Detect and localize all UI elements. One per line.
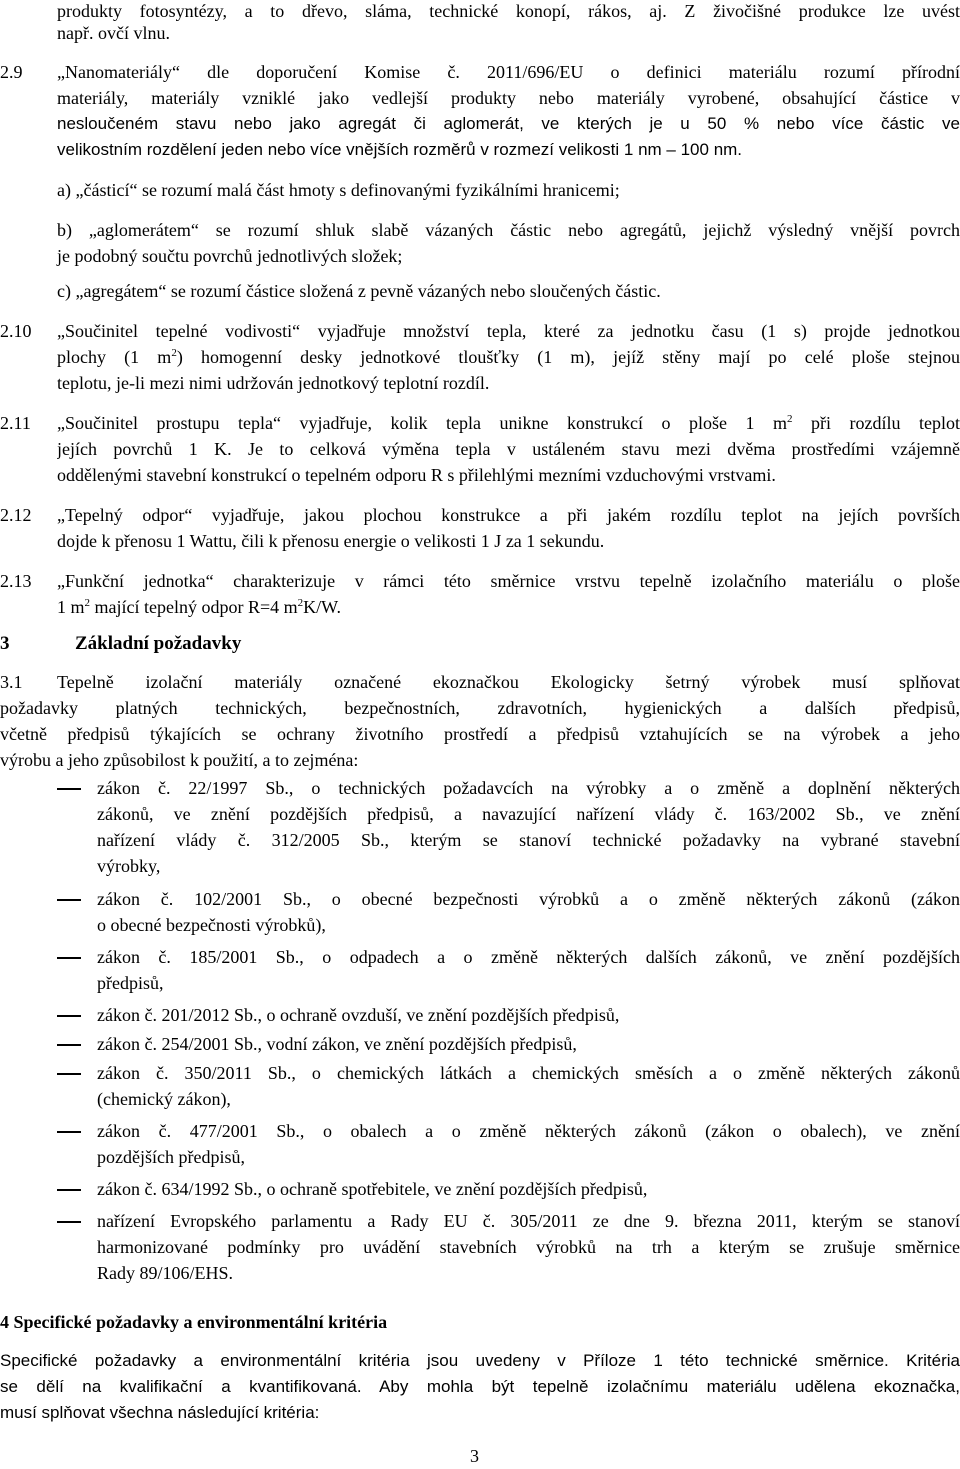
list-dash [57, 788, 81, 790]
section-number-2-10: 2.10 [0, 321, 32, 341]
law-item-6-line-1: zákon č. 350/2011 Sb., o chemických látkách a chemických směsích a o změně některých zákonů [97, 1063, 960, 1083]
s210-superscript: 2 [171, 347, 177, 359]
list-dash [57, 1044, 81, 1046]
s213-superscript-1: 2 [84, 597, 91, 609]
law-item-2-line-1: zákon č. 102/2001 Sb., o obecné bezpečnosti výrobků a o změně některých zákonů (zákon [97, 889, 960, 909]
s211-line-1-pre: „Součinitel prostupu tepla“ vyjadřuje, kolik tepla unikne konstrukcí o ploše 1 m [57, 413, 787, 433]
law-item-4-line-1: zákon č. 201/2012 Sb., o ochraně ovzduší, ve znění pozdějších předpisů, [97, 1005, 620, 1025]
law-item-9-line-3: Rady 89/106/EHS. [97, 1263, 234, 1283]
s29-sub-b-line-1: b) „aglomerátem“ se rozumí shluk slabě vázaných částic nebo agregátů, jejichž výsledný vnější povrch [57, 220, 960, 240]
heading-3-title: Základní požadavky [75, 633, 242, 654]
s4-line-2: se dělí na kvalifikační a kvantifikovaná. Aby mohla být tepelně izolačnímu materiálu udělena ekoznačka, [0, 1377, 960, 1396]
s211-line-1-post: při rozdílu teplot [792, 413, 960, 433]
s31-line-4: výrobu a jeho způsobilost k použití, a to zejména: [0, 750, 359, 770]
section-number-2-11: 2.11 [0, 413, 31, 433]
s213-line-2 [57, 596, 341, 618]
page-number: 3 [470, 1446, 479, 1466]
section-number-2-12: 2.12 [0, 505, 32, 525]
section-number-2-9: 2.9 [0, 62, 23, 82]
s212-line-2: dojde k přenosu 1 Wattu, čili k přenosu energie o velikosti 1 J za 1 sekundu. [57, 531, 605, 551]
s210-line-1: „Součinitel tepelné vodivosti“ vyjadřuje množství tepla, které za jednotku času (1 s) projde jednotkou [57, 321, 960, 341]
intro-line-1: produkty fotosyntézy, a to dřevo, sláma, technické konopí, rákos, aj. Z živočišné produkce lze uvést [57, 1, 960, 21]
list-dash [57, 1131, 81, 1133]
heading-4: 4 Specifické požadavky a environmentální kritéria [0, 1312, 388, 1332]
law-item-5-line-1: zákon č. 254/2001 Sb., vodní zákon, ve znění pozdějších předpisů, [97, 1034, 577, 1054]
heading-3-number: 3 [0, 633, 10, 654]
s210-line-2-pre: plochy (1 m [57, 347, 172, 367]
s211-superscript: 2 [786, 413, 793, 425]
s213-line-1: „Funkční jednotka“ charakterizuje v rámci této směrnice vrstvu tepelně izolačního materiálu o ploše [57, 571, 960, 591]
law-item-7-line-1: zákon č. 477/2001 Sb., o obalech a o změně některých zákonů (zákon o obalech), ve znění [97, 1121, 960, 1141]
s213-line-2-c: K/W. [303, 597, 341, 617]
law-item-8-line-1: zákon č. 634/1992 Sb., o ochraně spotřebitele, ve znění pozdějších předpisů, [97, 1179, 648, 1199]
intro-line-2: např. ovčí vlnu. [57, 23, 170, 43]
list-dash [57, 1221, 81, 1223]
list-dash [57, 899, 81, 901]
s31-line-3: včetně předpisů týkajících se ochrany životního prostředí a předpisů vztahujících se na výrobek a jeho [0, 724, 960, 744]
s4-line-3: musí splňovat všechna následující kritéria: [0, 1403, 320, 1422]
s211-line-1 [57, 412, 960, 434]
s31-line-2: požadavky platných technických, bezpečnostních, zdravotních, hygienických a dalších předpisů, [0, 698, 960, 718]
s29-sub-a: a) „částicí“ se rozumí malá část hmoty s definovanými fyzikálními hranicemi; [57, 180, 620, 200]
s211-line-3: oddělenými stavební konstrukcí o tepelném odporu R s přilehlými mezními vzduchovými vrstvami. [57, 465, 776, 485]
s210-line-2 [57, 346, 960, 368]
s212-line-1: „Tepelný odpor“ vyjadřuje, jakou plochou konstrukce a při jakém rozdílu teplot na jejích površích [57, 505, 960, 525]
s211-line-2: jejích povrchů 1 K. Je to celková výměna tepla v ustáleném stavu mezi dvěma prostředími vzájemně [57, 439, 960, 459]
list-dash [57, 957, 81, 959]
law-item-6-line-2: (chemický zákon), [97, 1089, 231, 1109]
section-number-2-13: 2.13 [0, 571, 32, 591]
law-item-9-line-1: nařízení Evropského parlamentu a Rady EU č. 305/2011 ze dne 9. března 2011, kterým se stanoví [97, 1211, 960, 1231]
s210-line-3: teplotu, je-li mezi nimi udržován jednotkový teplotní rozdíl. [57, 373, 490, 393]
s29-line-1: „Nanomateriály“ dle doporučení Komise č. 2011/696/EU o definici materiálu rozumí přírodní [57, 62, 960, 82]
s29-line-4: velikostním rozdělení jeden nebo více vnějších rozměrů v rozmezí velikosti 1 nm – 100 nm. [57, 140, 743, 159]
s31-line-1: Tepelně izolační materiály označené ekoznačkou Ekologicky šetrný výrobek musí splňovat [57, 672, 960, 692]
law-item-3-line-1: zákon č. 185/2001 Sb., o odpadech a o změně některých dalších zákonů, ve znění pozdějších [97, 947, 960, 967]
s29-line-3: nesloučeném stavu nebo jako agregát či aglomerát, ve kterých je u 50 % nebo více částic ve [57, 114, 960, 133]
list-dash [57, 1189, 81, 1191]
law-item-1-line-3: nařízení vlády č. 312/2005 Sb., kterým se stanoví technické požadavky na vybrané stavební [97, 830, 960, 850]
list-dash [57, 1015, 81, 1017]
law-item-9-line-2: harmonizované podmínky pro uvádění stavebních výrobků na trh a kterým se zrušuje směrnice [97, 1237, 960, 1257]
s29-sub-c: c) „agregátem“ se rozumí částice složená z pevně vázaných nebo sloučených částic. [57, 281, 661, 301]
s213-superscript-2: 2 [297, 597, 304, 609]
s210-line-2-post: ) homogenní desky jednotkové tloušťky (1 m), jejíž stěny mají po celé ploše stejnou [176, 347, 960, 367]
list-dash [57, 1073, 81, 1075]
s29-sub-b-line-2: je podobný součtu povrchů jednotlivých složek; [57, 246, 403, 266]
law-item-1-line-2: zákonů, ve znění pozdějších předpisů, a navazující nařízení vlády č. 163/2002 Sb., ve znění [97, 804, 960, 824]
s29-line-2: materiály, materiály vzniklé jako vedlejší produkty nebo materiály vyrobené, obsahující částice v [57, 88, 960, 108]
s213-line-2-a: 1 m [57, 597, 85, 617]
law-item-2-line-2: o obecné bezpečnosti výrobků), [97, 915, 326, 935]
s4-line-1: Specifické požadavky a environmentální kritéria jsou uvedeny v Příloze 1 této technické směrnice. Kritéria [0, 1351, 960, 1370]
s213-line-2-b: mající tepelný odpor R=4 m [90, 597, 298, 617]
law-item-3-line-2: předpisů, [97, 973, 164, 993]
law-item-7-line-2: pozdějších předpisů, [97, 1147, 245, 1167]
law-item-1-line-1: zákon č. 22/1997 Sb., o technických požadavcích na výrobky a o změně a doplnění některých [97, 778, 960, 798]
law-item-1-line-4: výrobky, [97, 856, 161, 876]
section-number-3-1: 3.1 [0, 672, 23, 692]
